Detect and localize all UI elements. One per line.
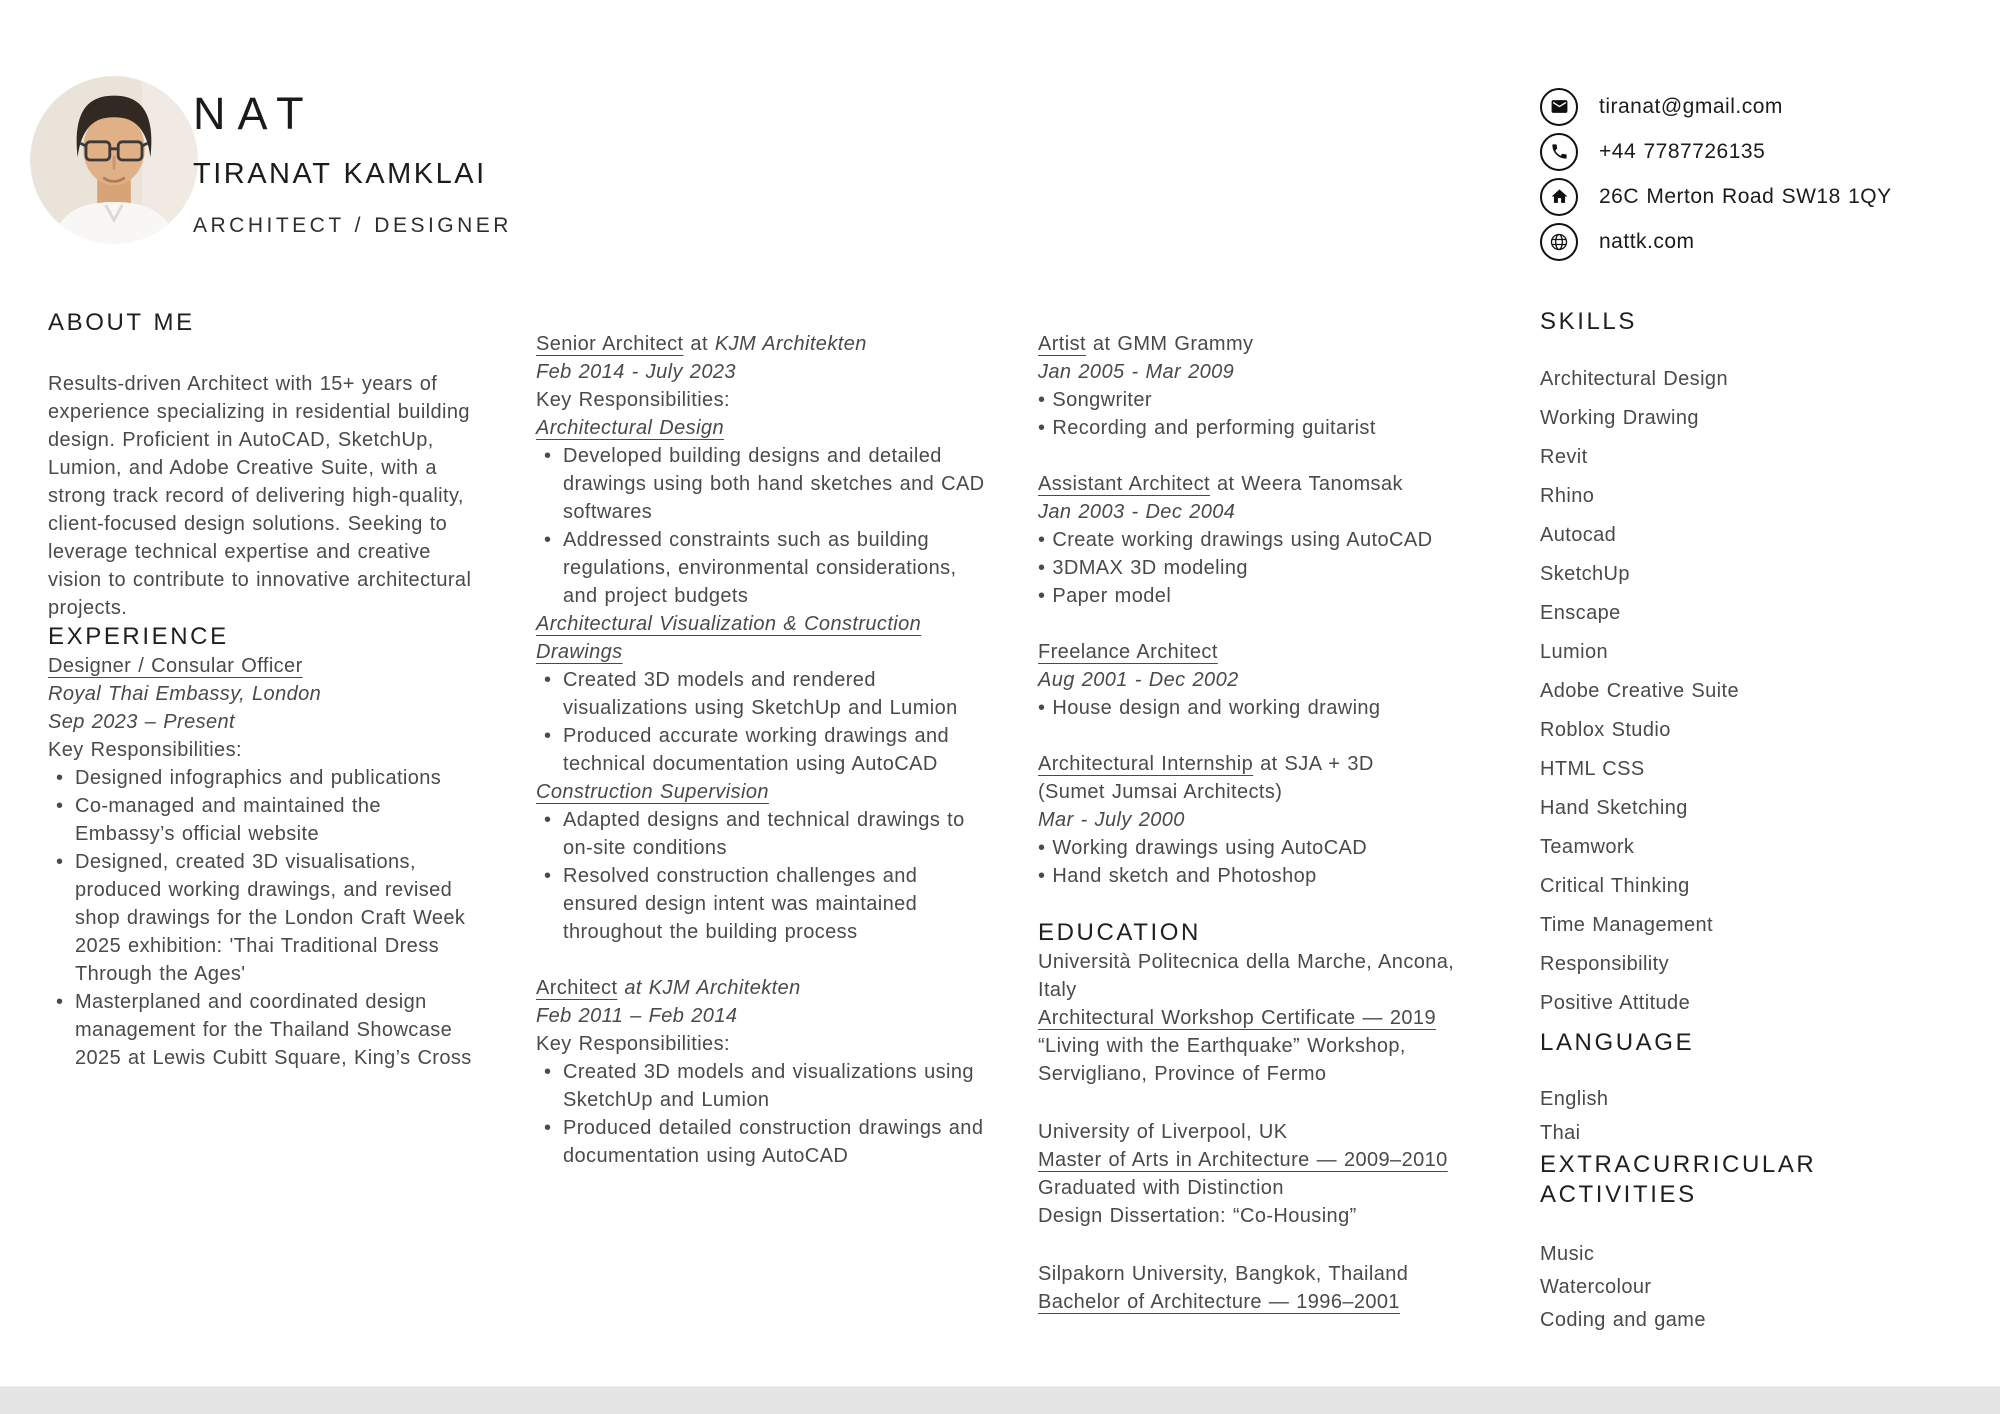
entry-line	[48, 708, 472, 736]
skill-item: Roblox Studio	[1540, 719, 1671, 741]
skill-item: Architectural Design	[1540, 368, 1728, 390]
text-run: Mar - July 2000	[1038, 809, 1185, 831]
text-run: Architectural Internship	[1038, 753, 1254, 775]
bullet-item: • Masterplaned and coordinated design management for the Thailand Showcase 2025 at Lewis Cubitt Square, King’s Cross	[48, 988, 472, 1072]
text-run: Bachelor of Architecture — 1996–2001	[1038, 1291, 1400, 1313]
skill-item: SketchUp	[1540, 563, 1630, 585]
bullet-item: • Paper model	[1038, 582, 1488, 610]
experience-entry	[1038, 470, 1488, 610]
skill-item: Time Management	[1540, 914, 1713, 936]
phone-icon	[1540, 133, 1578, 171]
education-line	[1038, 1118, 1488, 1146]
entry-line	[1038, 498, 1488, 526]
email-icon	[1540, 88, 1578, 126]
bullet-list	[536, 442, 994, 610]
text-run: Designer / Consular Officer	[48, 655, 303, 677]
job-title: ARCHITECT / DESIGNER	[193, 214, 512, 237]
education-line	[1038, 1174, 1488, 1202]
language-item: Thai	[1540, 1122, 1581, 1144]
bullet-list	[1038, 526, 1488, 610]
entry-line	[1038, 750, 1488, 778]
skill-item: Teamwork	[1540, 836, 1635, 858]
education-line	[1038, 1032, 1488, 1088]
contact-item	[1540, 129, 1892, 174]
experience-entry	[1038, 638, 1488, 722]
entry-line	[48, 736, 472, 764]
skill-item: Responsibility	[1540, 953, 1669, 975]
text-run: Architectural Visualization & Construction Drawings	[536, 613, 922, 663]
text-run: Architectural Workshop Certificate — 2019	[1038, 1007, 1436, 1029]
bullet-item: • Working drawings using AutoCAD	[1038, 834, 1488, 862]
skill-item: Hand Sketching	[1540, 797, 1688, 819]
entry-line	[536, 1030, 994, 1058]
entry-line	[1038, 806, 1488, 834]
entry-line	[48, 680, 472, 708]
text-run: University of Liverpool, UK	[1038, 1121, 1288, 1143]
text-run: Artist	[1038, 333, 1086, 355]
bullet-list	[536, 806, 994, 946]
skill-item: Lumion	[1540, 641, 1608, 663]
first-name: NAT	[193, 88, 316, 139]
education-line	[1038, 1202, 1488, 1230]
language-item: English	[1540, 1088, 1609, 1110]
entry-line	[536, 778, 994, 806]
entry-line	[1038, 470, 1488, 498]
profile-photo-illustration	[30, 76, 198, 244]
profile-photo	[30, 76, 198, 244]
text-run: Feb 2014 - July 2023	[536, 361, 736, 383]
skill-item: Autocad	[1540, 524, 1617, 546]
text-run: Graduated with Distinction	[1038, 1177, 1284, 1199]
skill-item: HTML CSS	[1540, 758, 1645, 780]
bullet-list	[1038, 834, 1488, 890]
entry-line	[536, 414, 994, 442]
contact-item	[1540, 174, 1892, 219]
contact-item	[1540, 84, 1892, 129]
contact-text: nattk.com	[1599, 229, 1695, 253]
bullet-list	[536, 666, 994, 778]
bullet-item: • Recording and performing guitarist	[1038, 414, 1488, 442]
entry-line	[48, 652, 472, 680]
education-line	[1038, 1288, 1488, 1316]
experience-entries-col1	[48, 652, 472, 1072]
activity-item: Music	[1540, 1243, 1595, 1265]
contact-text: 26C Merton Road SW18 1QY	[1599, 184, 1892, 208]
entry-line	[536, 1002, 994, 1030]
text-run: Key Responsibilities:	[536, 1033, 730, 1055]
education-line	[1038, 1260, 1488, 1288]
contact-item	[1540, 219, 1892, 264]
extracurricular-heading: EXTRACURRICULAR ACTIVITIES	[1540, 1151, 1817, 1208]
full-name: TIRANAT KAMKLAI	[193, 158, 487, 190]
bullet-list	[1038, 694, 1488, 722]
column-experience-2	[536, 330, 994, 1198]
bullet-list	[536, 1058, 994, 1170]
text-run: at GMM Grammy	[1085, 333, 1254, 355]
about-heading: ABOUT ME	[48, 309, 195, 336]
text-run: Jan 2005 - Mar 2009	[1038, 361, 1235, 383]
text-run: Royal Thai Embassy, London	[48, 683, 322, 705]
contact-text: +44 7787726135	[1599, 139, 1766, 163]
bullet-item: • 3DMAX 3D modeling	[1038, 554, 1488, 582]
column-about-experience	[48, 308, 472, 1100]
skills-list	[1540, 365, 1952, 1017]
globe-icon	[1540, 223, 1578, 261]
entry-line	[1038, 330, 1488, 358]
text-run: Key Responsibilities:	[48, 739, 242, 761]
skill-item: Positive Attitude	[1540, 992, 1691, 1014]
text-run: Senior Architect	[536, 333, 684, 355]
education-line	[1038, 948, 1488, 1004]
entry-line	[1038, 358, 1488, 386]
experience-entry	[536, 974, 994, 1170]
skill-item: Rhino	[1540, 485, 1595, 507]
activity-item: Coding and game	[1540, 1309, 1706, 1331]
extracurricular-list	[1540, 1238, 1952, 1337]
education-block	[1038, 1260, 1488, 1316]
skill-item: Enscape	[1540, 602, 1621, 624]
contact-list	[1540, 84, 1892, 264]
bullet-item: • Created 3D models and visualizations using SketchUp and Lumion	[536, 1058, 994, 1114]
skill-item: Revit	[1540, 446, 1588, 468]
bullet-item: • Produced detailed construction drawings and documentation using AutoCAD	[536, 1114, 994, 1170]
text-run: at KJM Architekten	[617, 977, 801, 999]
text-run: Assistant Architect	[1038, 473, 1210, 495]
entry-line	[536, 386, 994, 414]
about-text: Results-driven Architect with 15+ years of experience specializing in residential building design. Proficient in AutoCAD, SketchUp, Lumion, and Adobe Creative Suite, with a strong track record of delivering high-quality, client-focused design solutions. Seeking to leverage technical expertise and creative vision to contribute to innovative architectural projects.	[48, 373, 472, 619]
text-run: Construction Supervision	[536, 781, 769, 803]
bullet-item: • Produced accurate working drawings and technical documentation using AutoCAD	[536, 722, 994, 778]
skill-item: Critical Thinking	[1540, 875, 1690, 897]
experience-entry	[536, 330, 994, 946]
bullet-list	[48, 764, 472, 1072]
text-run: “Living with the Earthquake” Workshop, Servigliano, Province of Fermo	[1038, 1035, 1406, 1085]
skill-item: Adobe Creative Suite	[1540, 680, 1740, 702]
experience-heading: EXPERIENCE	[48, 623, 229, 650]
education-line	[1038, 1004, 1488, 1032]
experience-entries-col3	[1038, 330, 1488, 890]
text-run: KJM Architekten	[714, 333, 867, 355]
language-heading: LANGUAGE	[1540, 1029, 1695, 1056]
education-block	[1038, 948, 1488, 1088]
entry-line	[536, 330, 994, 358]
skill-item: Working Drawing	[1540, 407, 1699, 429]
page-bottom-bar	[0, 1386, 2000, 1414]
activity-item: Watercolour	[1540, 1276, 1652, 1298]
bullet-item: • Co-managed and maintained the Embassy’s official website	[48, 792, 472, 848]
entry-line	[536, 358, 994, 386]
skills-heading: SKILLS	[1540, 308, 1637, 335]
language-list	[1540, 1082, 1952, 1150]
text-run: Key Responsibilities:	[536, 389, 730, 411]
text-run: at	[683, 333, 715, 355]
column-experience-3-education	[1038, 330, 1488, 1346]
experience-entry	[48, 652, 472, 1072]
entry-line	[1038, 638, 1488, 666]
text-run: Silpakorn University, Bangkok, Thailand	[1038, 1263, 1409, 1285]
experience-entries-col2	[536, 330, 994, 1170]
text-run: at Weera Tanomsak	[1210, 473, 1403, 495]
text-run: Freelance Architect	[1038, 641, 1218, 663]
bullet-item: • House design and working drawing	[1038, 694, 1488, 722]
text-run: Architect	[536, 977, 618, 999]
entry-line	[1038, 778, 1488, 806]
text-run: (Sumet Jumsai Architects)	[1038, 781, 1283, 803]
bullet-list	[1038, 386, 1488, 442]
bullet-item: • Create working drawings using AutoCAD	[1038, 526, 1488, 554]
bullet-item: • Songwriter	[1038, 386, 1488, 414]
text-run: at SJA + 3D	[1253, 753, 1374, 775]
text-run: Feb 2011 – Feb 2014	[536, 1005, 738, 1027]
column-skills	[1540, 307, 1952, 1337]
bullet-item: • Adapted designs and technical drawings to on-site conditions	[536, 806, 994, 862]
bullet-item: • Created 3D models and rendered visualizations using SketchUp and Lumion	[536, 666, 994, 722]
bullet-item: • Developed building designs and detailed drawings using both hand sketches and CAD softwares	[536, 442, 994, 526]
experience-entry	[1038, 750, 1488, 890]
entry-line	[536, 610, 994, 666]
bullet-item: • Resolved construction challenges and ensured design intent was maintained throughout the building process	[536, 862, 994, 946]
bullet-item: • Designed infographics and publications	[48, 764, 472, 792]
text-run: Aug 2001 - Dec 2002	[1038, 669, 1239, 691]
education-block	[1038, 1118, 1488, 1230]
entry-line	[1038, 666, 1488, 694]
text-run: Design Dissertation: “Co-Housing”	[1038, 1205, 1357, 1227]
experience-entry	[1038, 330, 1488, 442]
bullet-item: • Designed, created 3D visualisations, produced working drawings, and revised shop drawings for the London Craft Week 2025 exhibition: 'Thai Traditional Dress Through the Ages'	[48, 848, 472, 988]
text-run: Sep 2023 – Present	[48, 711, 235, 733]
home-icon	[1540, 178, 1578, 216]
text-run: Architectural Design	[536, 417, 724, 439]
entry-line	[536, 974, 994, 1002]
text-run: Università Politecnica della Marche, Ancona, Italy	[1038, 951, 1455, 1001]
education-heading: EDUCATION	[1038, 919, 1201, 946]
contact-text: tiranat@gmail.com	[1599, 94, 1783, 118]
text-run: Master of Arts in Architecture — 2009–2010	[1038, 1149, 1448, 1171]
text-run: Jan 2003 - Dec 2004	[1038, 501, 1236, 523]
education-line	[1038, 1146, 1488, 1174]
education-blocks	[1038, 948, 1488, 1316]
bullet-item: • Hand sketch and Photoshop	[1038, 862, 1488, 890]
bullet-item: • Addressed constraints such as building regulations, environmental considerations, and project budgets	[536, 526, 994, 610]
